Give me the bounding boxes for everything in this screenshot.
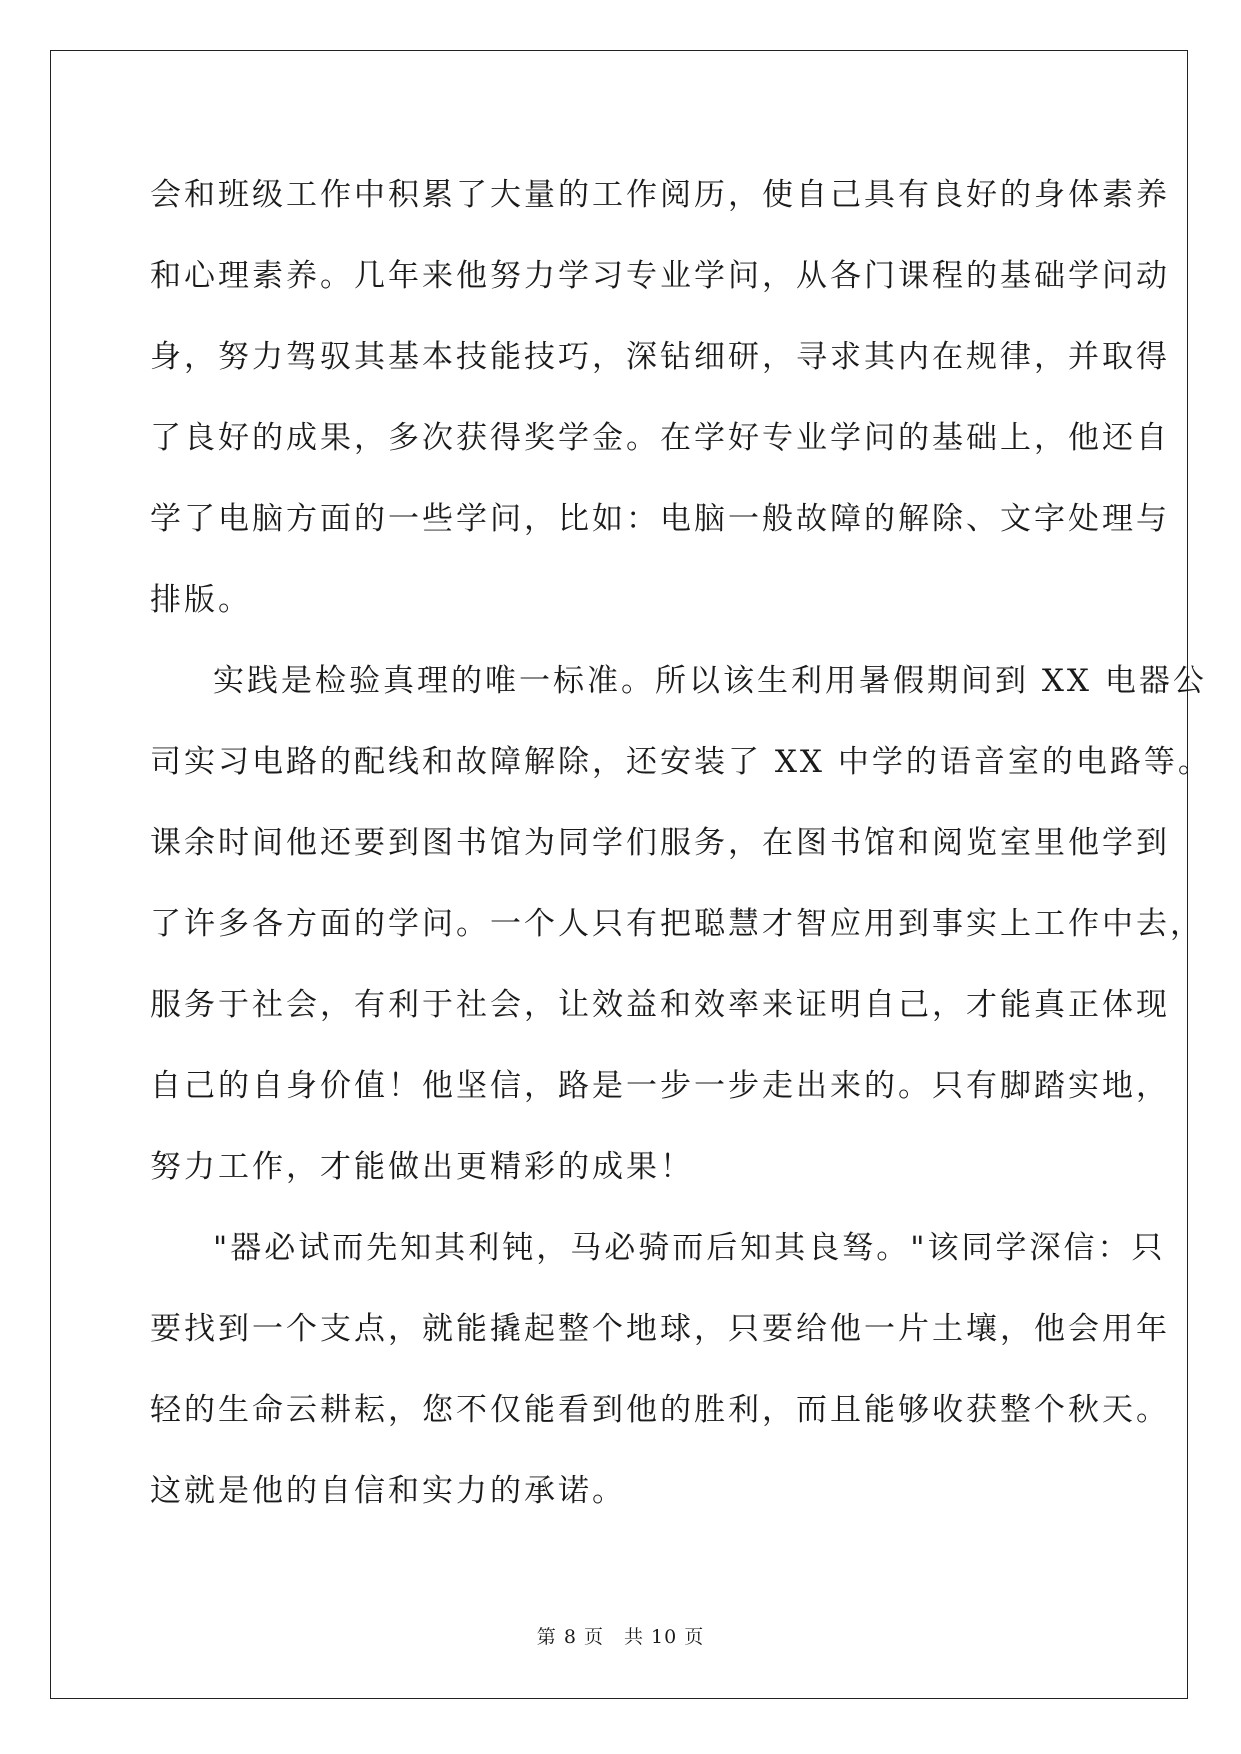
text-line: 服务于社会，有利于社会，让效益和效率来证明自己，才能真正体现 bbox=[150, 987, 1170, 1023]
text-line: 课余时间他还要到图书馆为同学们服务，在图书馆和阅览室里他学到 bbox=[150, 825, 1170, 861]
text-line: 排版。 bbox=[150, 582, 252, 618]
text-line-indented: "器必试而先知其利钝，马必骑而后知其良驽。"该同学深信：只 bbox=[213, 1230, 1166, 1266]
text-line: 了许多各方面的学问。一个人只有把聪慧才智应用到事实上工作中去， bbox=[150, 906, 1204, 942]
text-line: 会和班级工作中积累了大量的工作阅历，使自己具有良好的身体素养 bbox=[150, 177, 1170, 213]
text-line: 学了电脑方面的一些学问，比如：电脑一般故障的解除、文字处理与 bbox=[150, 501, 1170, 537]
text-line: 司实习电路的配线和故障解除，还安装了 XX 中学的语音室的电路等。 bbox=[150, 744, 1212, 780]
text-line: 轻的生命云耕耘，您不仅能看到他的胜利，而且能够收获整个秋天。 bbox=[150, 1392, 1170, 1428]
document-body bbox=[150, 155, 1212, 1532]
page-footer bbox=[0, 1622, 1241, 1649]
text-line: 了良好的成果，多次获得奖学金。在学好专业学问的基础上，他还自 bbox=[150, 420, 1170, 456]
text-line: 和心理素养。几年来他努力学习专业学问，从各门课程的基础学问动 bbox=[150, 258, 1170, 294]
text-line: 努力工作，才能做出更精彩的成果！ bbox=[150, 1149, 694, 1185]
page-number-label: 第 8 页 共 10 页 bbox=[536, 1626, 705, 1648]
text-line-indented: 实践是检验真理的唯一标准。所以该生利用暑假期间到 XX 电器公 bbox=[213, 663, 1207, 699]
text-line: 自己的自身价值！他坚信，路是一步一步走出来的。只有脚踏实地， bbox=[150, 1068, 1170, 1104]
text-line: 身，努力驾驭其基本技能技巧，深钻细研，寻求其内在规律，并取得 bbox=[150, 339, 1170, 375]
text-line: 这就是他的自信和实力的承诺。 bbox=[150, 1473, 626, 1509]
text-line: 要找到一个支点，就能撬起整个地球，只要给他一片土壤，他会用年 bbox=[150, 1311, 1170, 1347]
